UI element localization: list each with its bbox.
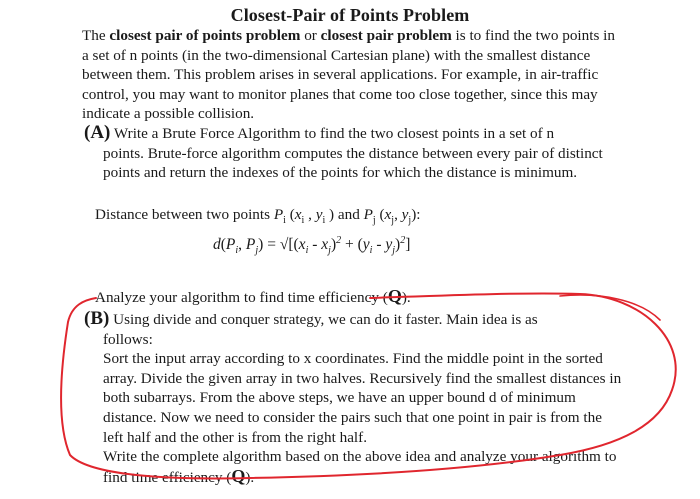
distance-formula: $d(P_i$, $P_j) = √[(x_i - x_j)^2 + (y_i - y_j)^2]$ [213, 234, 411, 257]
part-b-text: Using divide and conquer strategy, we can do it faster. Main idea is as [109, 311, 538, 328]
part-b-follows: follows: [103, 330, 153, 348]
part-a-text: Write a Brute Force Algorithm to find the two closest points in a set of n [110, 125, 555, 142]
intro-text-1: The [82, 27, 110, 44]
page-title: Closest-Pair of Points Problem [230, 5, 470, 25]
intro-text-2: or [300, 27, 321, 44]
distance-definition: Distance between two points $P_i$ ($x_i$ , $y_i$ ) and $P_j$ ($x_j$, $y_j$): [95, 206, 421, 227]
part-b-write: Write the complete algorithm based on the above idea and analyze your algorithm to find time efficiency (Q). [103, 448, 617, 486]
part-b-label: (B) [84, 308, 110, 329]
part-a-label: (A) [84, 122, 111, 143]
part-b-section [84, 309, 624, 487]
intro-bold-2: closest pair problem [320, 27, 452, 44]
part-a-continued: points. Brute-force algorithm computes the distance between every pair of distinct points and return the indexes of the points for which the distance is minimum. [103, 144, 603, 182]
intro-paragraph [82, 26, 622, 124]
part-a-section [84, 123, 624, 183]
intro-text-3: is to find the two points in a set of n points (in the two-dimensional Cartesian plane) with the smallest distance between them. This problem arises in several applications. For example, in air-traffic control, you may want to monitor planes that come too close together, since this may indicate a possible collision. [82, 27, 615, 123]
analyze-line: Analyze your algorithm to find time efficiency (Q). [95, 286, 411, 306]
intro-bold-1: closest pair of points problem [109, 27, 301, 44]
part-b-body: Sort the input array according to x coordinates. Find the middle point in the sorted array. Divide the given array in two halves. Recursively find the smallest distances in both subarrays. From the above steps, we have an upper bound d of minimum distance. Now we need to consider the pairs such that one point in pair is from the left half and the other is from the right half. [103, 350, 622, 446]
